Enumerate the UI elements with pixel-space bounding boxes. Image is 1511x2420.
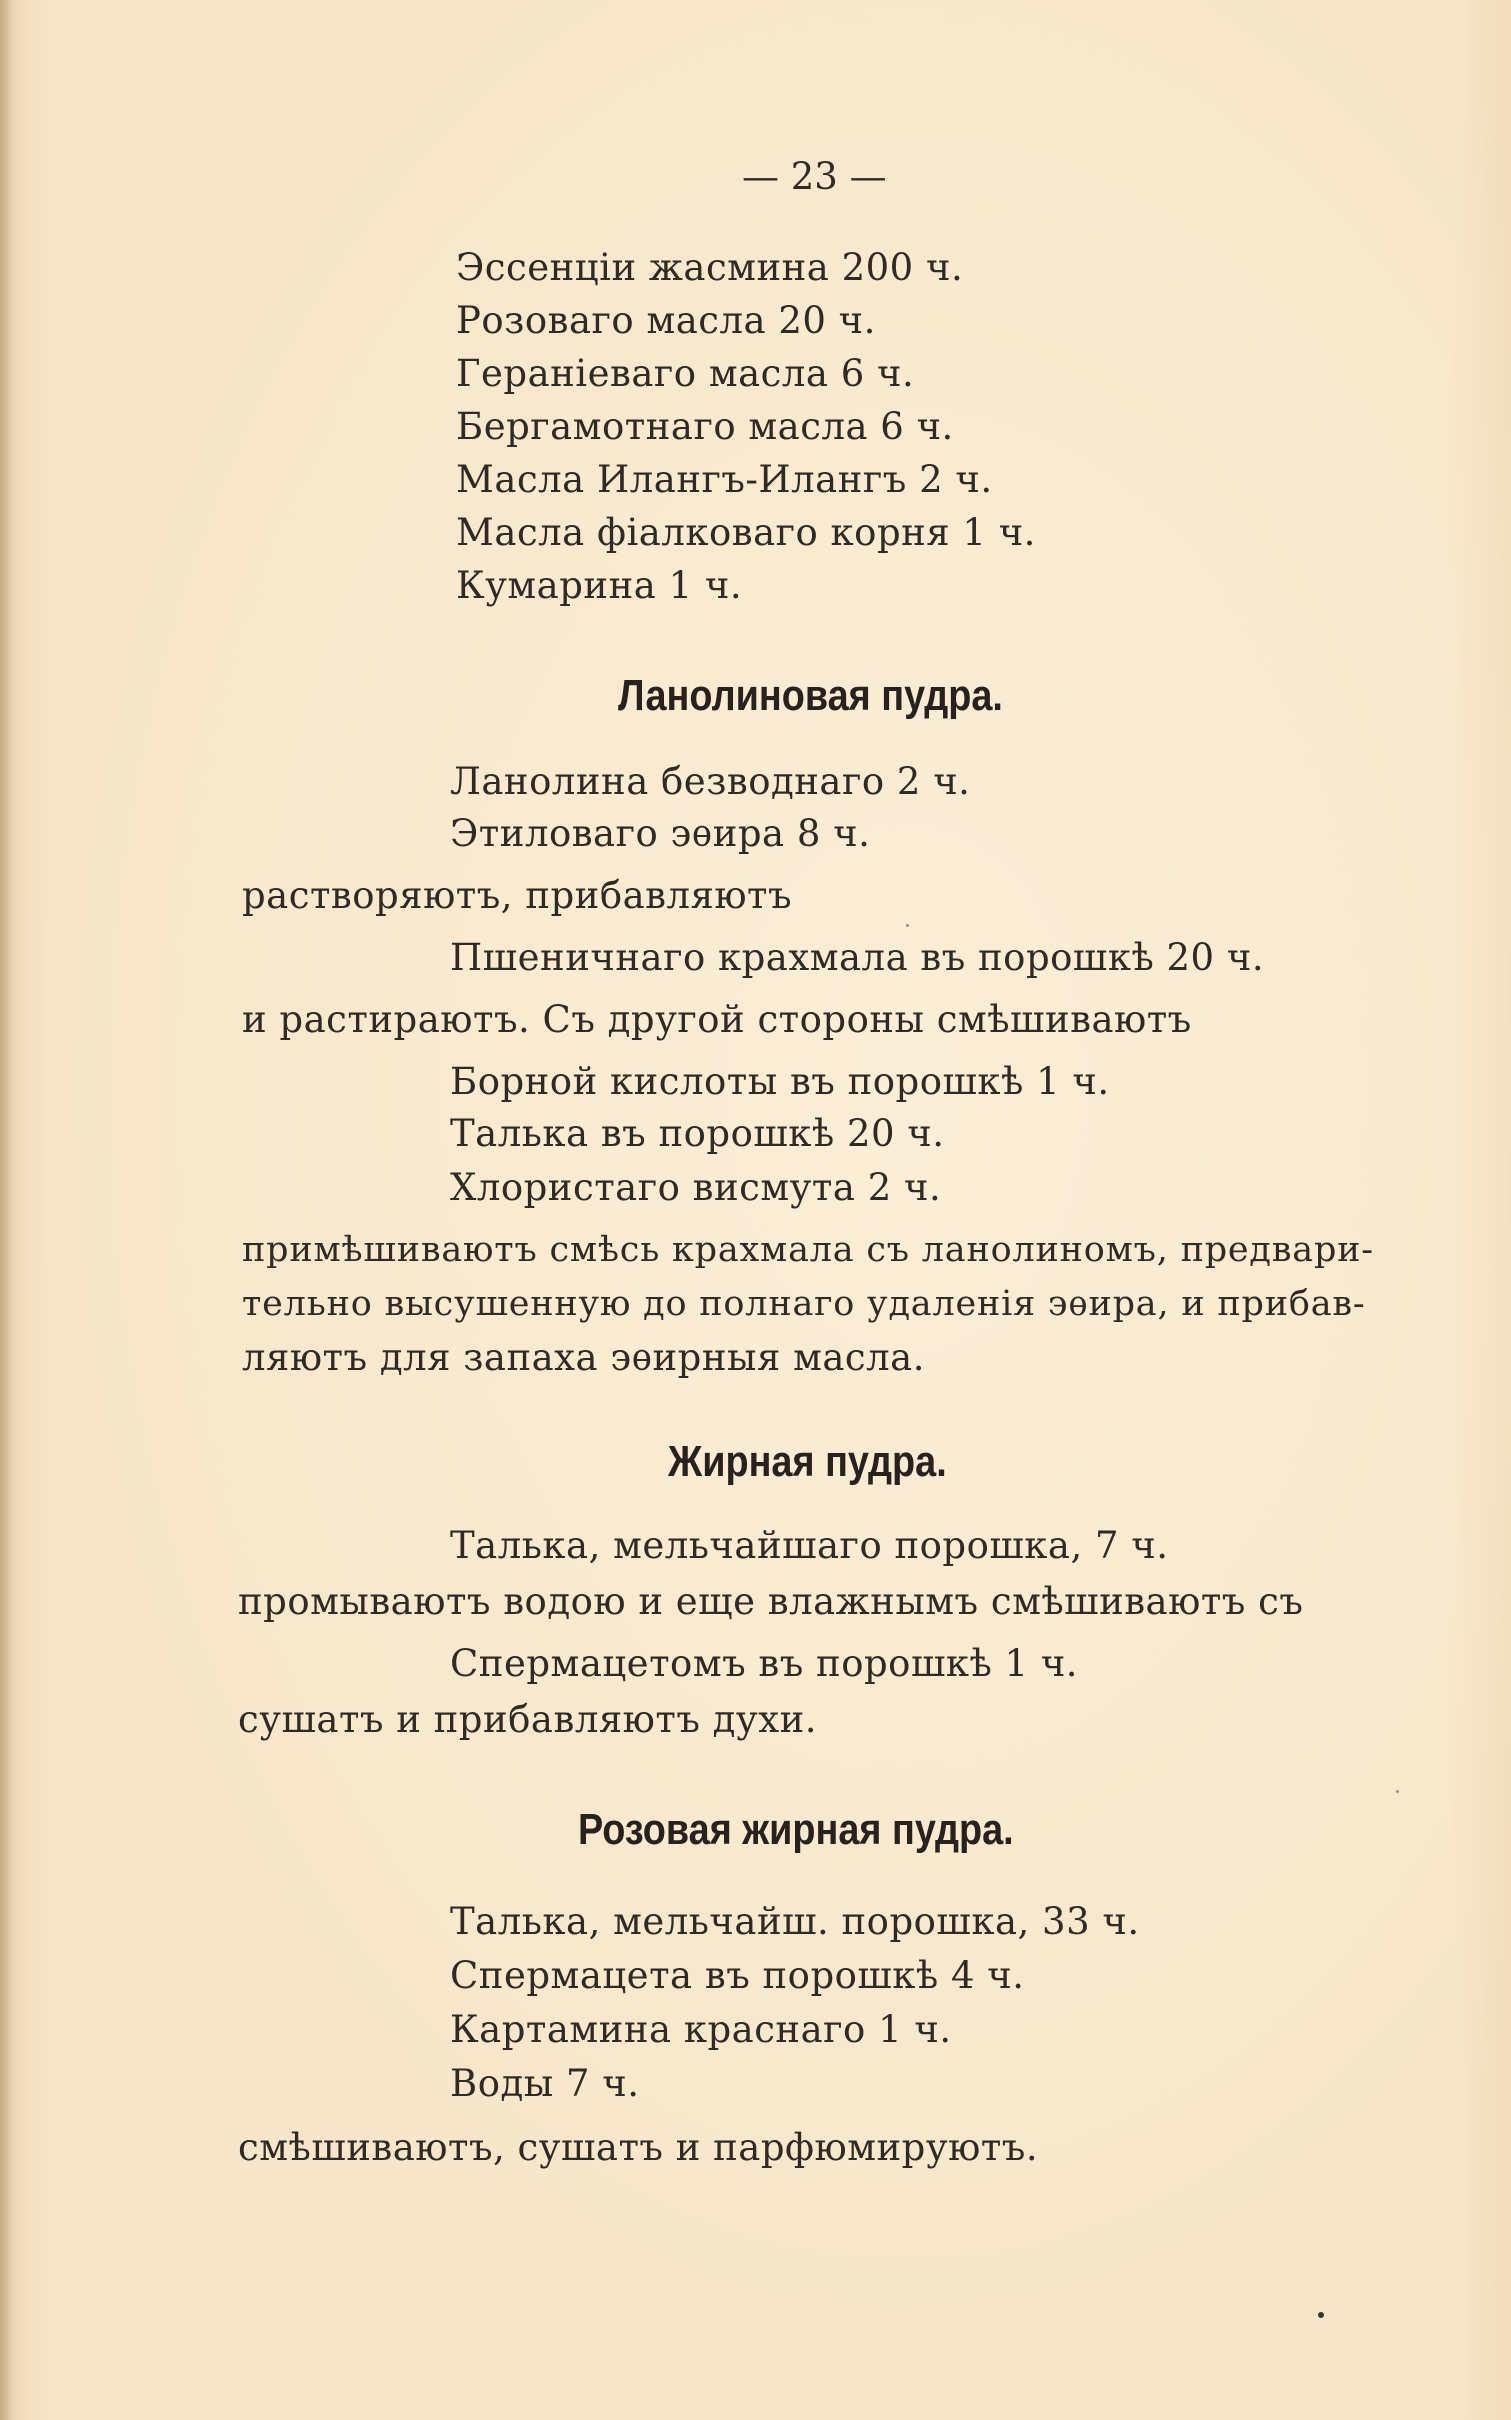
ingredient-line: Кумарина 1 ч. [456,564,743,607]
ingredient-line: Хлористаго висмута 2 ч. [450,1166,942,1209]
ingredient-line: Розоваго масла 20 ч. [456,299,876,342]
ingredient-line: Борной кислоты въ порошкѣ 1 ч. [450,1060,1110,1103]
ingredient-line: Гераніеваго масла 6 ч. [456,352,915,395]
page-gutter-shadow [0,0,14,2420]
ingredient-line: Воды 7 ч. [450,2062,640,2105]
ingredient-line: Картамина краснаго 1 ч. [450,2008,952,2051]
section-heading-fat-powder: Жирная пудра. [668,1437,947,1486]
section-heading-rose-fat-powder: Розовая жирная пудра. [578,1805,1014,1854]
ingredient-line: Талька, мельчайшаго порошка, 7 ч. [450,1524,1169,1567]
body-text-line: сушатъ и прибавляютъ духи. [238,1698,817,1741]
ingredient-line: Ланолина безводнаго 2 ч. [450,760,971,803]
body-text-line: смѣшиваютъ, сушатъ и парфюмируютъ. [238,2126,1039,2169]
ingredient-line: Бергамотнаго масла 6 ч. [456,405,954,448]
ingredient-line: Масла Илангъ-Илангъ 2 ч. [456,458,993,501]
ink-speck [906,924,909,927]
ingredient-line: Спермацета въ порошкѣ 4 ч. [450,1954,1025,1997]
body-text-line: растворяютъ, прибавляютъ [242,874,793,917]
ingredient-line: Этиловаго эѳира 8 ч. [450,812,871,855]
ingredient-line: Талька въ порошкѣ 20 ч. [450,1112,945,1155]
page-number: — 23 — [742,155,887,198]
ingredient-line: Масла фіалковаго корня 1 ч. [456,511,1036,554]
ingredient-line: Спермацетомъ въ порошкѣ 1 ч. [450,1642,1079,1685]
ink-speck [1396,1790,1399,1793]
ink-speck [1318,2312,1324,2318]
body-text-line: тельно высушенную до полнаго удаленія эѳира, и прибав- [242,1284,1366,1324]
body-text-line: примѣшиваютъ смѣсь крахмала съ ланолиномъ, предвари- [242,1230,1374,1270]
ingredient-line: Эссенціи жасмина 200 ч. [456,246,964,289]
ingredient-line: Талька, мельчайш. порошка, 33 ч. [450,1900,1140,1943]
body-text-line: промываютъ водою и еще влажнымъ смѣшиваютъ съ [238,1580,1304,1623]
section-heading-lanolin-powder: Ланолиновая пудра. [618,671,1003,720]
ingredient-line: Пшеничнаго крахмала въ порошкѣ 20 ч. [450,936,1265,979]
body-text-line: и растираютъ. Съ другой стороны смѣшиваютъ [242,998,1192,1041]
body-text-line: ляютъ для запаха эѳирныя масла. [242,1336,925,1379]
